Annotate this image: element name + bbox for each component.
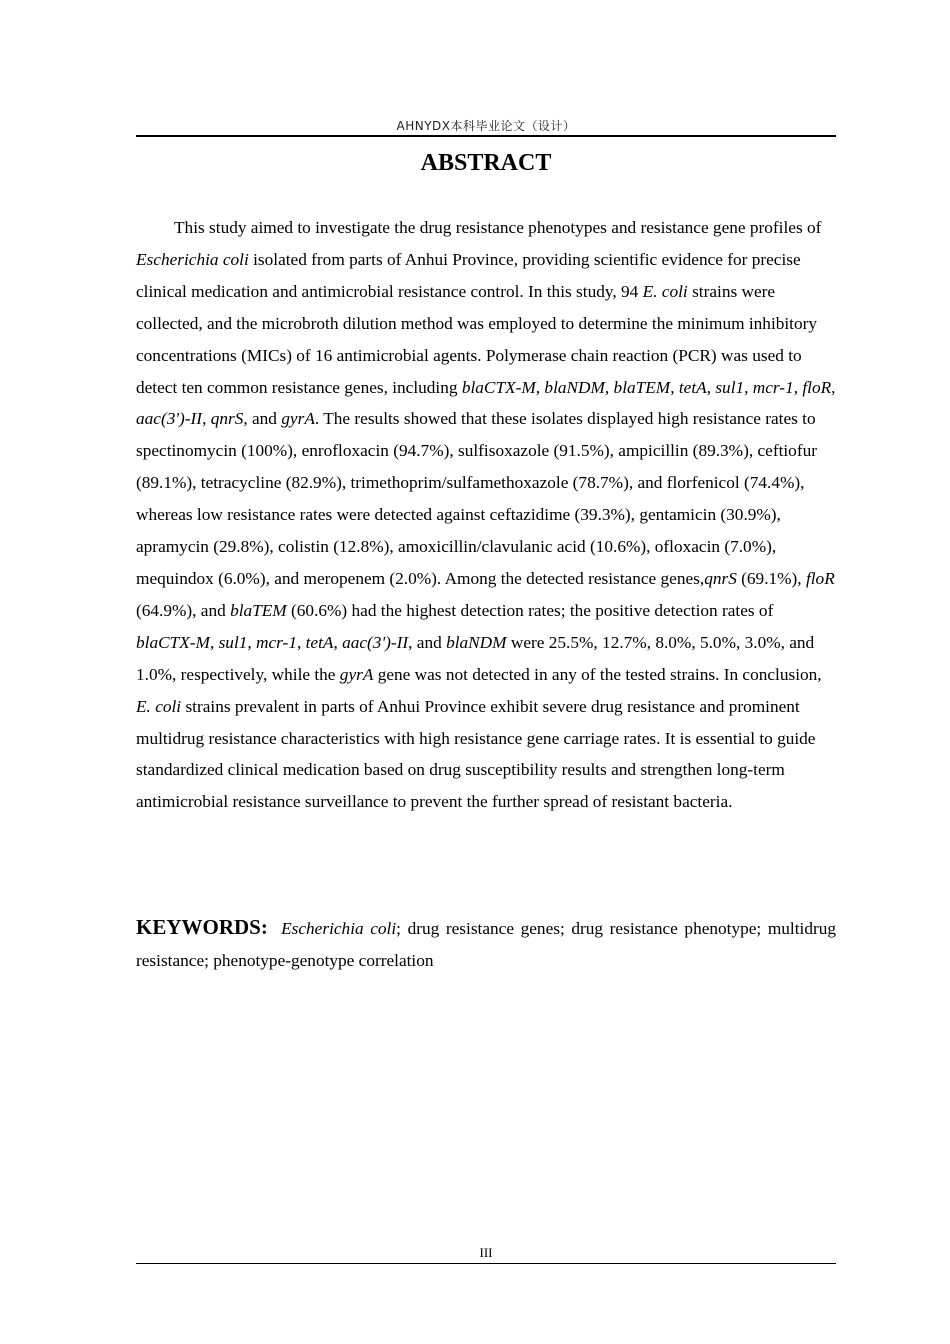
gene-name: floR	[802, 377, 832, 397]
abstract-text: isolated from parts of Anhui Province, providing scientific evidence for precise clinical medication and antimicrobial resistance control. In this study, 94	[136, 249, 801, 301]
abstract-text: The results showed that these isolates displayed high resistance rates to spectinomycin (100%), enrofloxacin (94.7%), sulfisoxazole (91.5%), ampicillin (89.3%), ceftiofur (89.1%), tetracycline (82.9%), trimethoprim/sulfamethoxazole (78.7%), and florfenicol (74.4%), whereas low resistance rates were detected against ceftazidime (39.3%), gentamicin (30.9%), apramycin (29.8%), colistin (12.8%), amoxicillin/clavulanic acid (10.6%), ofloxacin (7.0%), mequindox (6.0%), and meropenem (2.0%). Among the detected resistance genes,	[136, 409, 817, 588]
gene-name: gyrA	[281, 409, 315, 429]
gene-name: blaTEM	[613, 377, 671, 397]
gene-name: sul1	[715, 377, 745, 397]
abstract-text: This study aimed to investigate the drug resistance phenotypes and resistance gene profiles of	[174, 218, 822, 237]
gene-name: qnrS	[210, 409, 244, 429]
abstract-paragraph: This study aimed to investigate the drug resistance phenotypes and resistance gene profiles of Escherichia coli isolated from parts of Anhui Province, providing scientific evidence for precise clinical medication and antimicrobial resistance control. In this study, 94 E. coli strains were collected, and the microbroth dilution method was employed to determine the minimum inhibitory concentrations (MICs) of 16 antimicrobial agents. Polymerase chain reaction (PCR) was used to detect ten common resistance genes, including blaCTX-M, blaNDM, blaTEM, tetA, sul1, mcr-1, floR, aac(3')-II, qnrS, and gyrA. The results showed that these isolates displayed high resistance rates to spectinomycin (100%), enrofloxacin (94.7%), sulfisoxazole (91.5%), ampicillin (89.3%), ceftiofur (89.1%), tetracycline (82.9%), trimethoprim/sulfamethoxazole (78.7%), and florfenicol (74.4%), whereas low resistance rates were detected against ceftazidime (39.3%), gentamicin (30.9%), apramycin (29.8%), colistin (12.8%), amoxicillin/clavulanic acid (10.6%), ofloxacin (7.0%), mequindox (6.0%), and meropenem (2.0%). Among the detected resistance genes,qnrS (69.1%), floR (64.9%), and blaTEM (60.6%) had the highest detection rates; the positive detection rates of blaCTX-M, sul1, mcr-1, tetA, aac(3')-II, and blaNDM were 25.5%, 12.7%, 8.0%, 5.0%, 3.0%, and 1.0%, respectively, while the gyrA gene was not detected in any of the tested strains. In conclusion, E. coli strains prevalent in parts of Anhui Province exhibit severe drug resistance and prominent multidrug resistance characteristics with high resistance gene carriage rates. It is essential to guide standardized clinical medication based on drug susceptibility results and strengthen long-term antimicrobial resistance surveillance to prevent the further spread of resistant bacteria.	[136, 218, 836, 812]
gene-name: floR	[805, 568, 835, 588]
keywords-line	[136, 912, 836, 977]
gene-name: blaNDM	[544, 377, 605, 397]
abstract-text: (69.1%),	[736, 568, 806, 588]
gene-name: aac(3')-II	[342, 632, 409, 652]
footer-rule	[136, 1263, 836, 1264]
species-name: Escherichia coli	[136, 249, 249, 269]
keywords-label: KEYWORDS:	[136, 915, 268, 939]
abstract-text: strains prevalent in parts of Anhui Province exhibit severe drug resistance and prominent multidrug resistance characteristics with high resistance gene carriage rates. It is essential to guide standardized clinical medication based on drug susceptibility results and strengthen long-term antimicrobial resistance surveillance to prevent the further spread of resistant bacteria.	[136, 696, 816, 812]
abstract-text: were 25.5%, 12.7%, 8.0%, 5.0%, 3.0%, and 1.0%, respectively, while the	[136, 632, 815, 684]
running-header: AHNYDX本科毕业论文（设计）	[396, 119, 576, 133]
gene-name: mcr-1	[752, 377, 794, 397]
abstract-text: (64.9%), and	[136, 600, 231, 620]
gene-name: tetA	[678, 377, 707, 397]
gene-name: blaCTX-M	[136, 632, 210, 652]
header-rule	[136, 135, 836, 137]
gene-name: mcr-1	[256, 632, 297, 652]
abstract-text: (60.6%) had the highest detection rates; the positive detection rates of	[286, 600, 774, 620]
page-number: III	[479, 1245, 493, 1260]
gene-name: sul1	[218, 632, 248, 652]
gene-name: gyrA	[339, 664, 374, 684]
gene-name: aac(3')-II	[136, 409, 203, 429]
abstract-text: strains were collected, and the microbroth dilution method was employed to determine the minimum inhibitory concentrations (MICs) of 16 antimicrobial agents. Polymerase chain reaction (PCR) was used to detect ten common resistance genes, including	[136, 281, 818, 397]
abstract-text: gene was not detected in any of the tested strains. In conclusion,	[373, 664, 822, 684]
gene-name: blaCTX-M	[461, 377, 536, 397]
gene-name: qnrS	[704, 568, 737, 588]
gene-name: tetA	[305, 632, 334, 652]
species-name: E. coli	[642, 281, 688, 301]
abstract-title: ABSTRACT	[420, 150, 552, 176]
gene-name: blaNDM	[446, 632, 507, 652]
keyword-species: Escherichia coli	[281, 919, 397, 938]
gene-name: blaTEM	[230, 600, 287, 620]
species-name: E. coli	[136, 696, 182, 716]
keywords-list: ; drug resistance genes; drug resistance phenotype; multidrug resistance; phenotype-genotype correlation	[136, 919, 836, 970]
